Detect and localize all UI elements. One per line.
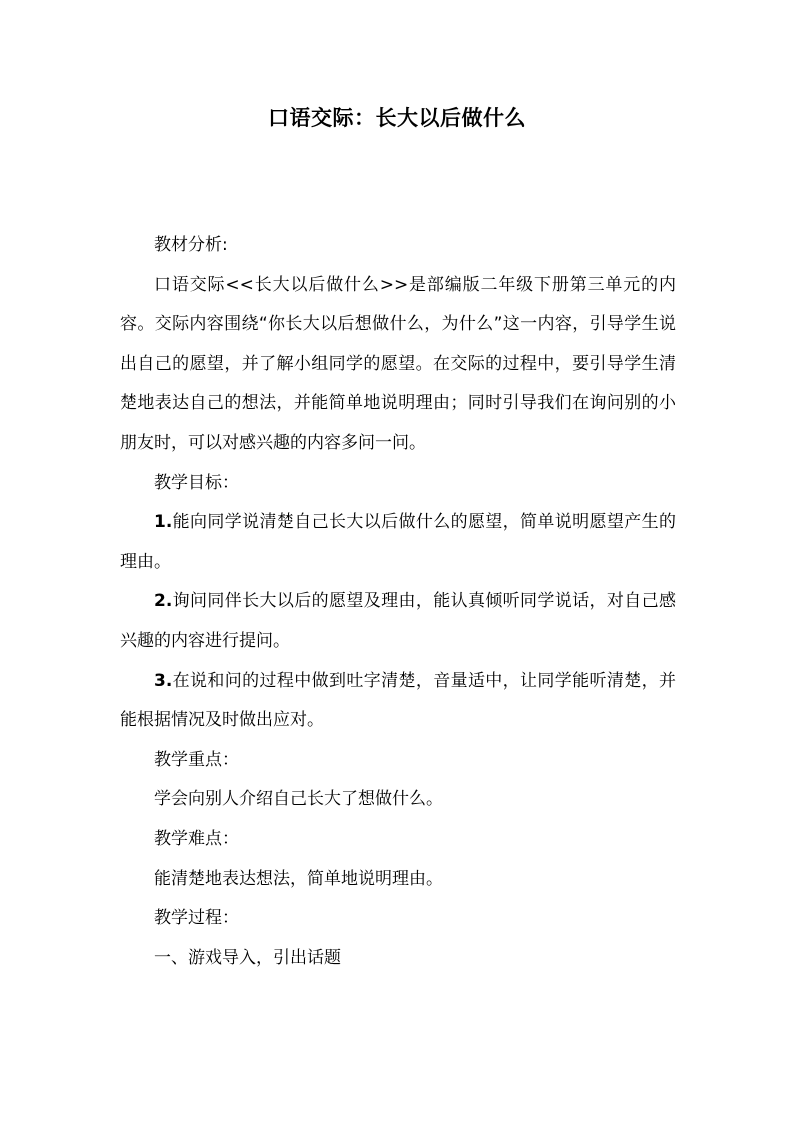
goal-item-1 (120, 503, 676, 582)
goal-item-3 (120, 662, 676, 741)
analysis-heading: 教材分析: (154, 235, 228, 255)
document-title: 口语交际：长大以后做什么 (268, 106, 526, 130)
goal-item-2 (120, 582, 676, 661)
goal-number-3: 3. (154, 670, 173, 691)
key-points-body: 学会向别人介绍自己长大了想做什么。 (154, 789, 443, 810)
difficulty-heading: 教学难点： (154, 828, 239, 849)
goal-text-3: 在说和问的过程中做到吐字清楚，音量适中，让同学能听清楚，并能根据情况及时做出应对。 (120, 670, 676, 731)
analysis-paragraph: 口语交际<<长大以后做什么>>是部编版二年级下册第三单元的内容。交际内容围绕“你长大以后想做什么，为什么”这一内容，引导学生说出自己的愿望，并了解小组同学的愿望。在交际的过程中，要引导学生清楚地表达自己的想法，并能简单地说明理由；同时引导我们在询问别的小朋友时，可以对感兴趣的内容多问一问。 (120, 274, 676, 453)
document-body (120, 226, 676, 978)
goal-text-1: 能向同学说清楚自己长大以后做什么的愿望，简单说明愿望产生的理由。 (120, 512, 676, 572)
process-heading: 教学过程： (154, 908, 239, 929)
goals-heading: 教学目标： (154, 472, 239, 493)
key-points-heading: 教学重点： (154, 749, 239, 770)
difficulty-body: 能清楚地表达想法，简单地说明理由。 (154, 868, 443, 889)
process-step-1: 一、游戏导入，引出话题 (154, 947, 341, 968)
goal-number-1: 1. (154, 512, 173, 533)
goal-number-2: 2. (154, 591, 173, 612)
goal-text-2: 询问同伴长大以后的愿望及理由，能认真倾听同学说话，对自己感兴趣的内容进行提问。 (120, 591, 676, 651)
